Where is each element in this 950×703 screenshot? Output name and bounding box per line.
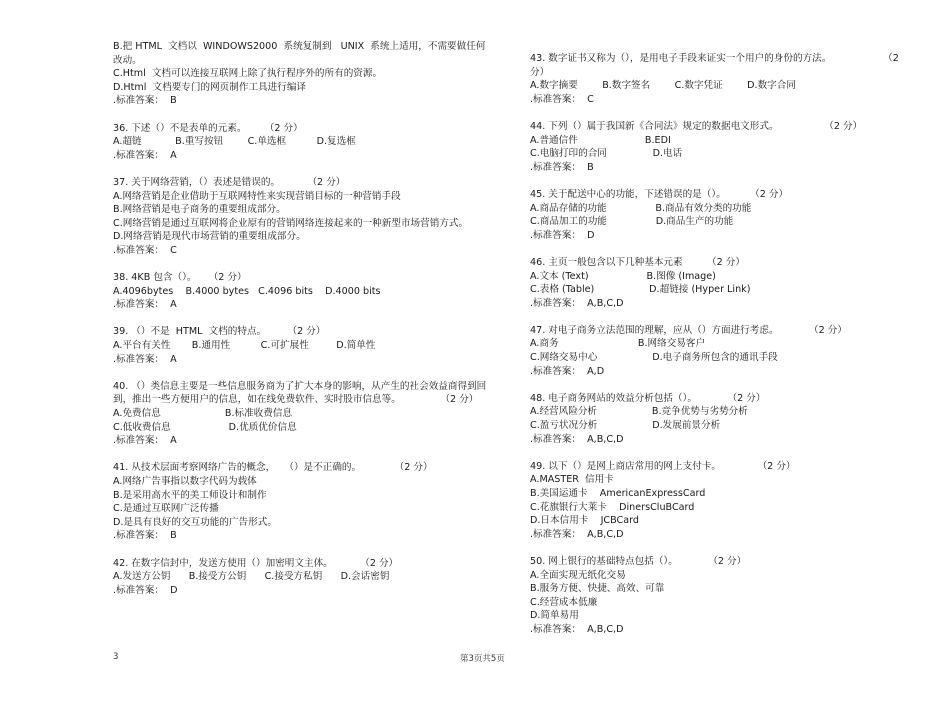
- option-line: A.经营风险分析 B.竞争优势与劣势分析: [530, 406, 748, 418]
- answer-line: .标准答案： A,B,C,D: [530, 297, 624, 309]
- answer-line: .标准答案： B: [113, 95, 177, 107]
- option-line: B.美国运通卡 AmericanExpressCard: [530, 488, 706, 499]
- option-line: D.网络营销是现代市场营销的重要组成部分。: [113, 231, 306, 243]
- option-line: C.Html 文档可以连接互联网上除了执行程序外的所有的资源。: [113, 68, 383, 80]
- option-line: A.普通信件 B.EDI: [530, 134, 671, 146]
- question-block: [113, 176, 488, 258]
- question-block: [113, 122, 488, 163]
- option-line: D.日本信用卡 JCBCard: [530, 515, 639, 527]
- answer-line: .标准答案： A: [113, 149, 177, 161]
- question-block: [113, 461, 488, 543]
- question-block: [113, 557, 488, 598]
- option-line: D.简单易用: [530, 610, 579, 622]
- option-line: C.盈亏状况分析 D.发展前景分析: [530, 420, 721, 432]
- question-text: 43. 数字证书又称为（），是用电子手段来证实一个用户的身份的方法。 （2 分）: [530, 53, 902, 78]
- question-text: 37. 关于网络营销，（）表述是错误的。 （2 分）: [113, 176, 346, 188]
- question-block: [530, 120, 905, 174]
- question-block: [530, 256, 905, 310]
- answer-line: .标准答案： A,B,C,D: [530, 623, 624, 635]
- question-text: 45. 关于配送中心的功能，下述错误的是（）。 （2 分）: [530, 188, 789, 200]
- option-line: A.商品存储的功能 B.商品有效分类的功能: [530, 202, 752, 214]
- question-block: [113, 325, 488, 366]
- question-block: [530, 324, 905, 378]
- option-line: A.发送方公钥 B.接受方公钥 C.接受方私钥 D.会话密钥: [113, 571, 390, 583]
- option-line: A.平台有关性 B.通用性 C.可扩展性 D.简单性: [113, 340, 376, 352]
- question-block: [113, 380, 488, 448]
- question-text: 38. 4KB 包含（）。 （2 分）: [113, 272, 247, 284]
- question-text: 49. 以下（）是网上商店常用的网上支付卡。 （2 分）: [530, 460, 796, 472]
- answer-line: .标准答案： A: [113, 435, 177, 447]
- answer-line: .标准答案： B: [113, 530, 177, 542]
- answer-line: .标准答案： A,B,C,D: [530, 433, 624, 445]
- answer-line: .标准答案： D: [113, 584, 178, 596]
- question-block: [530, 392, 905, 446]
- question-text: 50. 网上银行的基础特点包括（）。 （2 分）: [530, 555, 747, 567]
- question-text: 47. 对电子商务立法范围的理解，应从（）方面进行考虑。 （2 分）: [530, 324, 847, 336]
- option-line: A.4096bytes B.4000 bytes C.4096 bits D.4000 bits: [113, 285, 381, 297]
- option-line: D.是具有良好的交互功能的广告形式。: [113, 516, 277, 528]
- option-line: C.经营成本低廉: [530, 596, 598, 608]
- question-text: 44. 下列（）属于我国新《合同法》规定的数据电文形式。 （2 分）: [530, 120, 863, 132]
- answer-line: .标准答案： A,B,C,D: [530, 528, 624, 540]
- option-line: C.低收费信息 D.优质优价信息: [113, 421, 297, 433]
- left-column: [113, 40, 488, 611]
- option-line: B.服务方便、快捷、高效、可靠: [530, 583, 665, 595]
- option-line: C.网络营销是通过互联网将企业原有的营销网络连接起来的一种新型市场营销方式。: [113, 217, 469, 229]
- option-line: B.网络营销是电子商务的重要组成部分。: [113, 204, 286, 216]
- question-text: 42. 在数字信封中，发送方使用（）加密明文主体。 （2 分）: [113, 557, 399, 569]
- answer-line: .标准答案： C: [113, 244, 177, 256]
- question-text: 46. 主页一般包含以下几种基本元素 （2 分）: [530, 256, 745, 268]
- question-text: 39. （）不是 HTML 文档的特点。 （2 分）: [113, 326, 326, 338]
- option-line: A.网络营销是企业借助于互联网特性来实现营销目标的一种营销手段: [113, 190, 401, 202]
- option-line: A.超链 B.重写按钮 C.单选框 D.复选框: [113, 136, 356, 148]
- answer-line: .标准答案： D: [530, 229, 595, 241]
- option-line: A.网络广告事指以数字代码为载体: [113, 476, 257, 487]
- option-line: A.数字摘要 B.数字签名 C.数字凭证 D.数字合同: [530, 80, 796, 92]
- question-block: [530, 555, 905, 637]
- option-line: A.免费信息 B.标准收费信息: [113, 408, 293, 420]
- option-line: A.商务 B.网络交易客户: [530, 338, 706, 350]
- answer-line: .标准答案： A: [113, 299, 177, 311]
- question-block: [113, 40, 488, 108]
- option-line: C.网络交易中心 D.电子商务所包含的通讯手段: [530, 352, 778, 364]
- question-text: 40. （）类信息主要是一些信息服务商为了扩大本身的影响，从产生的社会效益商得到回到，推出一些方便用户的信息，如在线免费软件、实时股市信息等。 （2 分）: [113, 380, 487, 406]
- question-text: 36. 下述（）不是表单的元素。 （2 分）: [113, 122, 303, 134]
- option-line: B.是采用高水平的美工师设计和制作: [113, 489, 267, 501]
- option-line: C.电脑打印的合同 D.电话: [530, 148, 683, 160]
- page-number: 3: [113, 652, 119, 662]
- answer-line: .标准答案： A: [113, 353, 177, 365]
- answer-line: .标准答案： C: [530, 93, 594, 105]
- question-text: 41. 从技术层面考察网络广告的概念， （）是不正确的。 （2 分）: [113, 462, 433, 474]
- question-block: [530, 52, 905, 106]
- option-line: C.商品加工的功能 D.商品生产的功能: [530, 216, 734, 228]
- page-of-label: 第3页共5页: [460, 654, 505, 664]
- option-line: A.全面实现无纸化交易: [530, 569, 626, 581]
- question-block: [530, 188, 905, 242]
- option-line: D.Html 文档要专门的网页制作工具进行编译: [113, 81, 307, 93]
- option-line: A.文本 (Text) B.图像 (Image): [530, 270, 716, 282]
- option-line: C.花旗银行大莱卡 DinersCluBCard: [530, 501, 695, 513]
- question-text: B.把 HTML 文档以 WINDOWS2000 系统复制到 UNIX 系统上适用，不需要做任何改动。: [113, 41, 486, 66]
- option-line: C.是通过互联网广泛传播: [113, 503, 219, 515]
- option-line: A.MASTER 信用卡: [530, 474, 614, 486]
- option-line: C.表格 (Table) D.超链接 (Hyper Link): [530, 284, 751, 296]
- question-text: 48. 电子商务网站的效益分析包括（）。 （2 分）: [530, 392, 766, 404]
- question-block: [530, 460, 905, 542]
- answer-line: .标准答案： A,D: [530, 365, 605, 377]
- right-column: [530, 52, 905, 650]
- answer-line: .标准答案： B: [530, 161, 594, 173]
- question-block: [113, 271, 488, 312]
